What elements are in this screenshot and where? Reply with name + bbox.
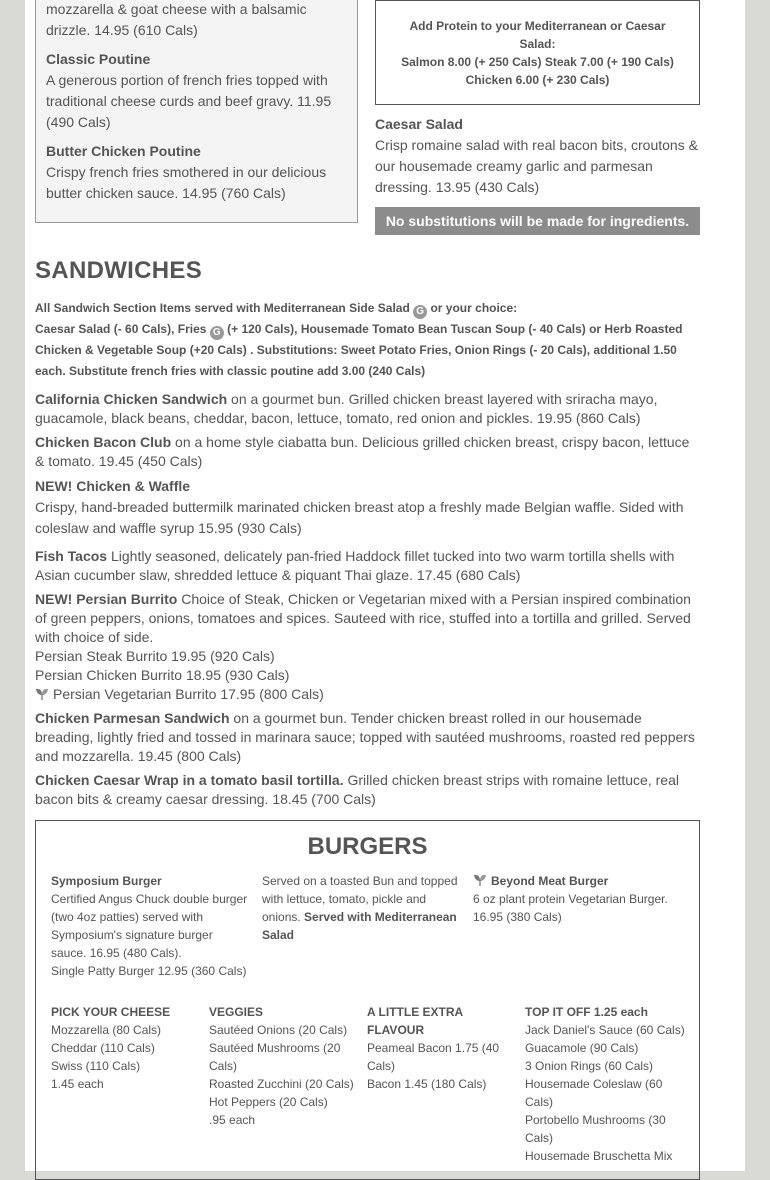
gluten-free-icon: G — [210, 326, 224, 340]
caesar-title: Caesar Salad — [375, 116, 463, 132]
section-item: Sautéed Onions (20 Cals) — [209, 1023, 348, 1037]
protein-heading: Add Protein to your Mediterranean or Caesar Salad: — [409, 19, 666, 51]
sandwich-desc: on a home style ciabatta bun. Delicious grilled chicken breast, crispy bacon, lettuce & tomato. 19.45 (450 Cals) — [35, 434, 690, 469]
sandwich-desc: Grilled chicken breast strips with romaine lettuce, real bacon bits & creamy caesar dressing. 18.45 (700 Cals) — [35, 772, 679, 807]
served-text: Served on a toasted Bun and topped with lettuce, tomato, pickle and onions. — [262, 874, 458, 924]
veggies-section — [209, 1003, 359, 1129]
burger-title: Symposium Burger — [51, 874, 162, 888]
partial-item-desc: mozzarella & goat cheese with a balsamic drizzle. 14.95 (610 Cals) — [46, 1, 307, 38]
add-protein-box — [375, 0, 700, 105]
symposium-burger — [51, 872, 251, 980]
section-item: Housemade Coleslaw (60 Cals) — [525, 1077, 663, 1109]
beyond-title-row — [473, 872, 683, 890]
burgers-heading: BURGERS — [307, 833, 428, 860]
burrito-option: Persian Chicken Burrito 18.95 (930 Cals) — [35, 667, 290, 683]
sandwich-title: Fish Tacos — [35, 548, 108, 564]
sandwich-desc: Crispy, hand-breaded buttermilk marinated chicken breast atop a freshly made Belgian waffle. Sided with coleslaw and waffle syrup 15.95 (930 Cals) — [35, 499, 684, 536]
cheese-section — [51, 1003, 201, 1093]
protein-line: Salmon 8.00 (+ 250 Cals) Steak 7.00 (+ 190 Cals) — [401, 55, 674, 69]
caesar-desc: Crisp romaine salad with real bacon bits, croutons & our housemade creamy garlic and parmesan dressing. 13.95 (430 Cals) — [375, 137, 698, 195]
beyond-burger — [473, 872, 683, 926]
section-item: 3 Onion Rings (60 Cals) — [525, 1059, 654, 1073]
sandwich-item — [35, 590, 697, 704]
sandwich-item — [35, 433, 697, 471]
section-item: Sautéed Mushrooms (20 Cals) — [209, 1041, 341, 1073]
section-item: .95 each — [209, 1113, 256, 1127]
sandwich-desc: on a gourmet bun. Tender chicken breast rolled in our housemade breading, lightly fried and tossed in marinara sauce; topped with sautéed mushrooms, roasted red peppers and mozzarella. 19.45 (800 Cals) — [35, 710, 695, 764]
burger-served-note — [262, 872, 462, 944]
section-item: Portobello Mushrooms (30 Cals) — [525, 1113, 666, 1145]
sandwiches-heading: SANDWICHES — [35, 257, 203, 284]
served-bold: Served with Mediterranean Salad — [262, 910, 457, 942]
sandwich-desc: Choice of Steak, Chicken or Vegetarian mixed with a Persian inspired combination of green peppers, onions, tomatoes and spices. Sauteed with rice, stuffed into a tortilla and grilled. Served with choice of side. — [35, 591, 691, 645]
intro-text: or your choice: — [430, 301, 518, 315]
section-item: Guacamole (90 Cals) — [525, 1041, 639, 1055]
vegetarian-leaf-icon — [473, 874, 487, 886]
burrito-option-label: Persian Vegetarian Burrito 17.95 (800 Cals) — [53, 686, 324, 702]
gluten-free-icon: G — [413, 305, 427, 319]
sandwich-item — [35, 476, 697, 539]
burrito-option-vegetarian — [35, 685, 697, 704]
starter-title: Classic Poutine — [46, 51, 151, 67]
section-item: Swiss (110 Cals) — [51, 1059, 141, 1073]
section-title: VEGGIES — [209, 1005, 264, 1019]
sandwich-item — [35, 771, 697, 809]
sandwich-title: Chicken Caesar Wrap in a tomato basil tortilla. — [35, 772, 344, 788]
section-title: A LITTLE EXTRA FLAVOUR — [367, 1005, 463, 1037]
sandwich-item — [35, 709, 697, 766]
sandwiches-intro — [35, 298, 695, 382]
sandwich-title: NEW! Chicken & Waffle — [35, 478, 191, 494]
section-item: Mozzarella (80 Cals) — [51, 1023, 162, 1037]
starter-desc: Crispy french fries smothered in our delicious butter chicken sauce. 14.95 (760 Cals) — [46, 164, 327, 201]
vegetarian-leaf-icon — [35, 688, 49, 700]
section-item: Cheddar (110 Cals) — [51, 1041, 155, 1055]
burger-single: Single Patty Burger 12.95 (360 Cals) — [51, 964, 247, 978]
intro-text: All Sandwich Section Items served with Mediterranean Side Salad — [35, 301, 410, 315]
protein-line: Chicken 6.00 (+ 230 Cals) — [465, 73, 610, 87]
flavour-section — [367, 1003, 509, 1093]
intro-text: (+ 120 Cals), Housemade Tomato Bean Tuscan Soup (- 40 Cals) or Herb Roasted Chicken & Vegetable Soup (+20 Cals) . Substitutions: Sweet Potato Fries, Onion Rings (- 20 Cals), additional 1.50 each. Substitute french fries with classic poutine add 3.00 (240 Cals) — [35, 322, 683, 378]
section-item: Hot Peppers (20 Cals) — [209, 1095, 328, 1109]
burrito-option: Persian Steak Burrito 19.95 (920 Cals) — [35, 648, 275, 664]
top-it-off-section — [525, 1003, 685, 1165]
section-title: PICK YOUR CHEESE — [51, 1005, 171, 1019]
sandwich-title: California Chicken Sandwich — [35, 391, 228, 407]
caesar-salad-item — [375, 114, 705, 198]
sandwich-item — [35, 547, 697, 585]
starter-desc: A generous portion of french fries topped with traditional cheese curds and beef gravy. 11.95 (490 Cals) — [46, 72, 332, 130]
burger-desc: 6 oz plant protein Vegetarian Burger. 16.95 (380 Cals) — [473, 892, 668, 924]
sandwich-title: NEW! Persian Burrito — [35, 591, 178, 607]
sandwich-title: Chicken Bacon Club — [35, 434, 172, 450]
section-item: Bacon 1.45 (180 Cals) — [367, 1077, 487, 1091]
sandwich-title: Chicken Parmesan Sandwich — [35, 710, 230, 726]
section-item: Peameal Bacon 1.75 (40 Cals) — [367, 1041, 500, 1073]
section-item: Roasted Zucchini (20 Cals) — [209, 1077, 354, 1091]
no-substitutions-banner: No substitutions will be made for ingredients. — [375, 207, 700, 235]
section-item: Housemade Bruschetta Mix — [525, 1149, 673, 1163]
starters-box — [35, 0, 358, 223]
section-title: TOP IT OFF 1.25 each — [525, 1005, 648, 1019]
sandwich-desc: Lightly seasoned, delicately pan-fried Haddock fillet tucked into two warm tortilla shells with Asian cucumber slaw, shredded lettuce & piquant Thai glaze. 17.45 (680 Cals) — [35, 548, 675, 583]
burger-desc: Certified Angus Chuck double burger (two 4oz patties) served with Symposium's signature burger sauce. 16.95 (480 Cals). — [51, 892, 248, 960]
section-item: Jack Daniel's Sauce (60 Cals) — [525, 1023, 685, 1037]
burgers-box — [35, 820, 700, 1180]
sandwich-desc: on a gourmet bun. Grilled chicken breast layered with sriracha mayo, guacamole, black beans, cheddar, bacon, lettuce, tomato, red onion and pickles. 19.95 (860 Cals) — [35, 391, 658, 426]
burger-title: Beyond Meat Burger — [491, 874, 609, 888]
section-item: 1.45 each — [51, 1077, 104, 1091]
intro-text: Caesar Salad (- 60 Cals), Fries — [35, 322, 207, 336]
starter-title: Butter Chicken Poutine — [46, 143, 201, 159]
sandwich-item — [35, 390, 697, 428]
